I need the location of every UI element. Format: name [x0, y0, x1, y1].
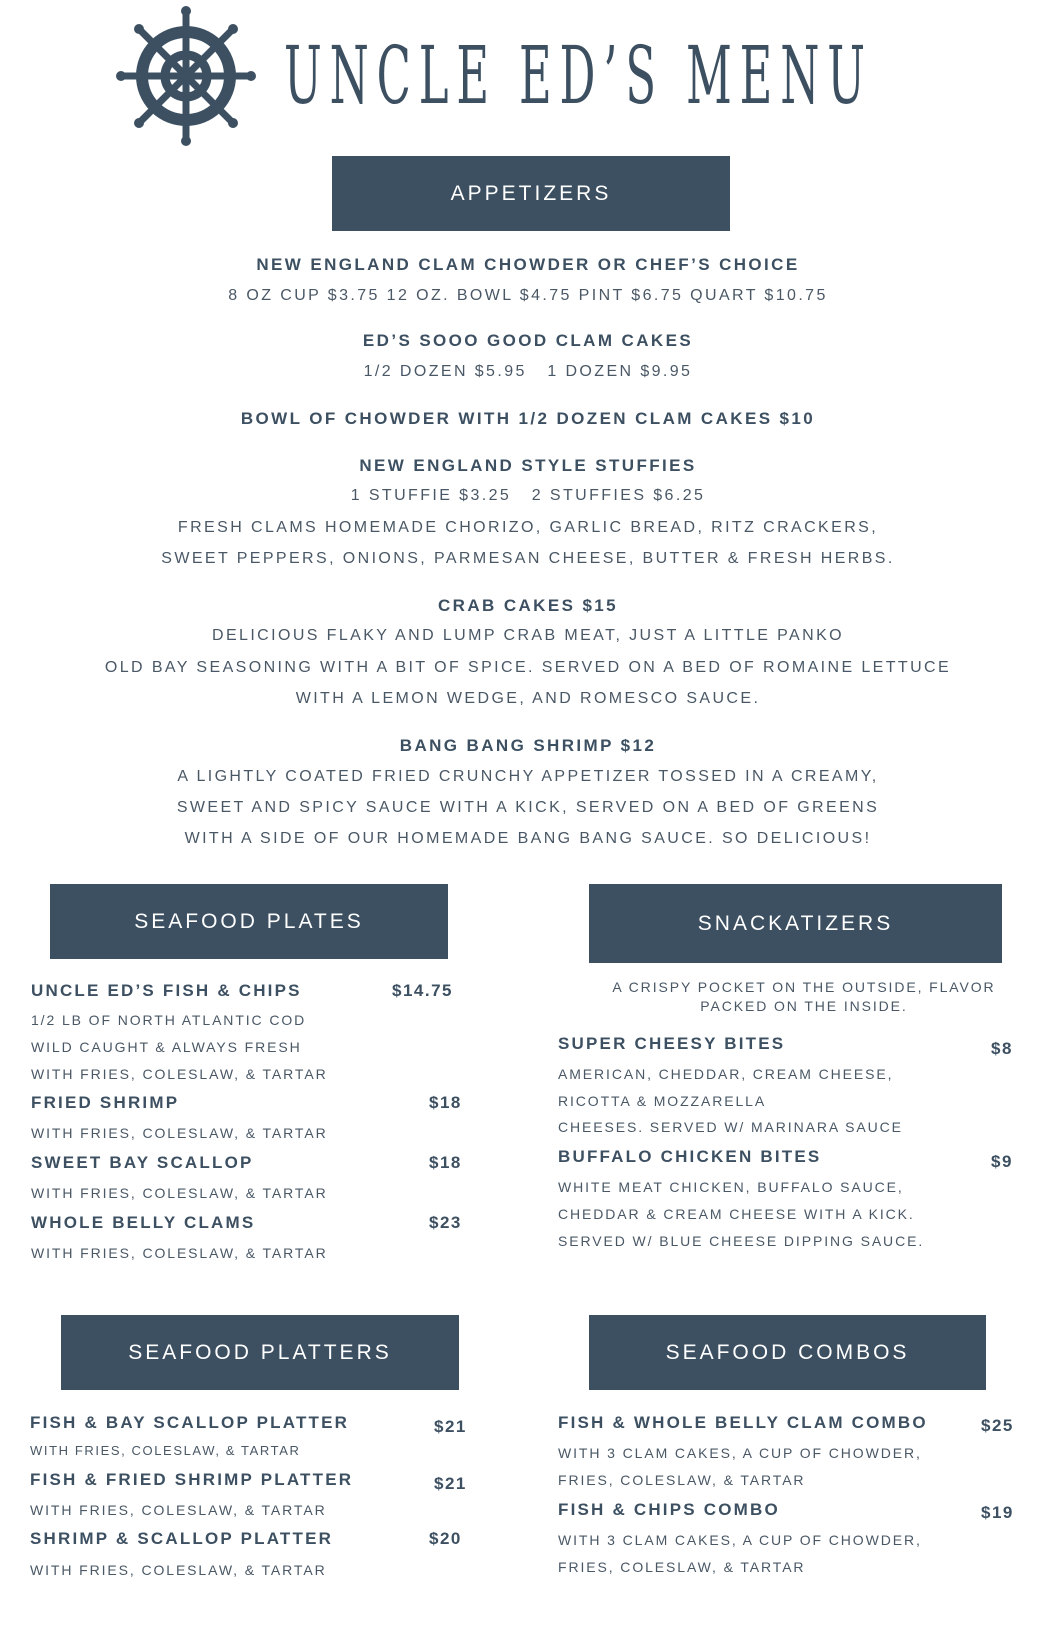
menu-item-price: $18 — [429, 1153, 462, 1172]
menu-item-desc: WITH 3 CLAM CAKES, A CUP OF CHOWDER, — [558, 1532, 922, 1548]
chowder-combo-name: BOWL OF CHOWDER WITH 1/2 DOZEN CLAM CAKES $10 — [240, 409, 816, 428]
menu-item-desc: FRIES, COLESLAW, & TARTAR — [558, 1472, 806, 1488]
menu-item-desc: FRIES, COLESLAW, & TARTAR — [558, 1559, 806, 1575]
menu-item-name: FISH & CHIPS COMBO — [558, 1500, 780, 1519]
menu-item-price: $18 — [429, 1093, 462, 1112]
menu-item-name: WHOLE BELLY CLAMS — [31, 1213, 256, 1232]
menu-item-desc: SERVED W/ BLUE CHEESE DIPPING SAUCE. — [558, 1233, 925, 1249]
crab-cakes-desc: OLD BAY SEASONING WITH A BIT OF SPICE. SERVED ON A BED OF ROMAINE LETTUCE — [104, 659, 952, 676]
menu-item-price: $23 — [429, 1213, 462, 1232]
menu-item-name: SWEET BAY SCALLOP — [31, 1153, 254, 1172]
menu-item-price: $21 — [434, 1474, 467, 1493]
crab-cakes-name: CRAB CAKES $15 — [437, 596, 619, 615]
clam-cakes-name: ED’S SOOO GOOD CLAM CAKES — [362, 331, 694, 350]
crab-cakes-desc: DELICIOUS FLAKY AND LUMP CRAB MEAT, JUST A LITTLE PANKO — [212, 627, 844, 644]
seafood-platters-banner — [61, 1315, 459, 1390]
stuffies-desc: FRESH CLAMS HOMEMADE CHORIZO, GARLIC BREAD, RITZ CRACKERS, — [177, 519, 879, 536]
seafood-platters-heading: SEAFOOD PLATTERS — [128, 1340, 392, 1364]
bang-bang-desc: WITH A SIDE OF OUR HOMEMADE BANG BANG SAUCE. SO DELICIOUS! — [184, 830, 872, 847]
menu-item-price: $25 — [981, 1416, 1014, 1435]
menu-item-price: $19 — [981, 1503, 1014, 1522]
menu-item-desc: 1/2 LB OF NORTH ATLANTIC COD — [31, 1012, 307, 1028]
menu-item-desc: WITH 3 CLAM CAKES, A CUP OF CHOWDER, — [558, 1445, 922, 1461]
menu-item-price: $20 — [429, 1529, 462, 1548]
stuffies-name: NEW ENGLAND STYLE STUFFIES — [359, 456, 697, 475]
menu-item-name: SHRIMP & SCALLOP PLATTER — [30, 1529, 334, 1548]
appetizers-banner — [332, 156, 730, 231]
snackatizers-tagline — [589, 978, 1019, 1016]
menu-item-name: FISH & FRIED SHRIMP PLATTER — [30, 1470, 354, 1489]
clam-cakes-prices: 1/2 DOZEN $5.95 1 DOZEN $9.95 — [363, 363, 693, 380]
menu-item-desc: WITH FRIES, COLESLAW, & TARTAR — [30, 1443, 301, 1458]
bang-bang-desc: A LIGHTLY COATED FRIED CRUNCHY APPETIZER TOSSED IN A CREAMY, — [177, 768, 879, 785]
menu-item-desc: WITH FRIES, COLESLAW, & TARTAR — [31, 1245, 328, 1261]
menu-item-desc: WITH FRIES, COLESLAW, & TARTAR — [31, 1185, 328, 1201]
seafood-plates-banner — [50, 884, 448, 959]
appetizers-heading: APPETIZERS — [450, 181, 612, 205]
menu-item-desc: CHEDDAR & CREAM CHEESE WITH A KICK. — [558, 1206, 915, 1222]
chowder-prices: 8 OZ CUP $3.75 12 OZ. BOWL $4.75 PINT $6.75 QUART $10.75 — [228, 287, 828, 304]
seafood-combos-heading: SEAFOOD COMBOS — [665, 1340, 910, 1364]
tagline-line: PACKED ON THE INSIDE. — [700, 998, 908, 1014]
tagline-line: A CRISPY POCKET ON THE OUTSIDE, FLAVOR — [612, 979, 996, 995]
snackatizers-heading: SNACKATIZERS — [697, 911, 894, 935]
menu-item-price: $14.75 — [392, 981, 453, 1000]
menu-item-name: FISH & BAY SCALLOP PLATTER — [30, 1413, 350, 1432]
menu-item-price: $21 — [434, 1417, 467, 1436]
menu-item-name: SUPER CHEESY BITES — [558, 1034, 786, 1053]
menu-item-name: UNCLE ED’S FISH & CHIPS — [31, 981, 302, 1000]
menu-item-desc: RICOTTA & MOZZARELLA — [558, 1093, 767, 1109]
menu-item-desc: CHEESES. SERVED W/ MARINARA SAUCE — [558, 1119, 903, 1135]
chowder-name: NEW ENGLAND CLAM CHOWDER OR CHEF’S CHOICE — [256, 255, 800, 274]
menu-item-desc: WILD CAUGHT & ALWAYS FRESH — [31, 1039, 302, 1055]
menu-item-desc: AMERICAN, CHEDDAR, CREAM CHEESE, — [558, 1066, 894, 1082]
seafood-plates-heading: SEAFOOD PLATES — [134, 909, 364, 933]
crab-cakes-desc: WITH A LEMON WEDGE, AND ROMESCO SAUCE. — [295, 690, 761, 707]
menu-item-name: FISH & WHOLE BELLY CLAM COMBO — [558, 1413, 928, 1432]
menu-item-desc: WHITE MEAT CHICKEN, BUFFALO SAUCE, — [558, 1179, 904, 1195]
menu-title: UNCLE ED’S MENU — [284, 29, 873, 122]
menu-item-desc: WITH FRIES, COLESLAW, & TARTAR — [31, 1066, 328, 1082]
menu-item-price: $9 — [991, 1152, 1013, 1171]
menu-item-desc: WITH FRIES, COLESLAW, & TARTAR — [30, 1562, 327, 1578]
stuffies-desc: SWEET PEPPERS, ONIONS, PARMESAN CHEESE, BUTTER & FRESH HERBS. — [161, 550, 895, 567]
bang-bang-desc: SWEET AND SPICY SAUCE WITH A KICK, SERVED ON A BED OF GREENS — [176, 799, 880, 816]
menu-item-desc: WITH FRIES, COLESLAW, & TARTAR — [30, 1502, 327, 1518]
menu-item-price: $8 — [991, 1039, 1013, 1058]
menu-item-desc: WITH FRIES, COLESLAW, & TARTAR — [31, 1125, 328, 1141]
bang-bang-name: BANG BANG SHRIMP $12 — [399, 736, 657, 755]
menu-item-name: BUFFALO CHICKEN BITES — [558, 1147, 822, 1166]
seafood-combos-banner — [589, 1315, 986, 1390]
ship-wheel-icon — [116, 6, 256, 146]
menu-item-name: FRIED SHRIMP — [31, 1093, 180, 1112]
stuffies-prices: 1 STUFFIE $3.25 2 STUFFIES $6.25 — [350, 487, 706, 504]
snackatizers-banner — [589, 884, 1002, 963]
